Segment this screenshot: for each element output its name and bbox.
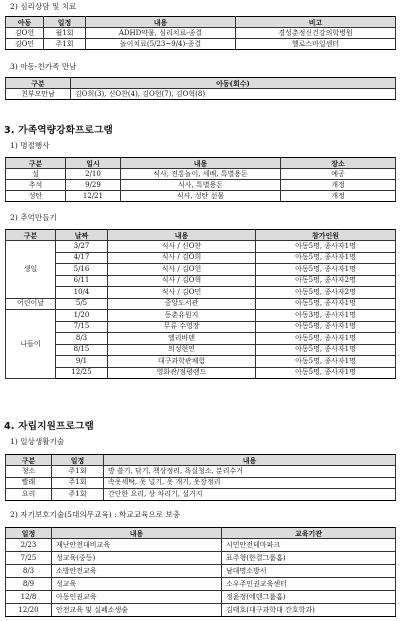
- cell: 4/17: [56, 252, 108, 264]
- table-row: [6, 275, 396, 287]
- cell: 성교육: [52, 578, 222, 591]
- table-row: [6, 552, 396, 565]
- table-row: [6, 28, 396, 39]
- col-header: 일정: [44, 17, 86, 28]
- table-row: [6, 169, 396, 180]
- col-header: 교육기관: [222, 528, 396, 539]
- cell: 남대명소방서: [222, 565, 396, 578]
- cell: 아동5명, 종사자1명: [256, 367, 396, 379]
- table-row: [6, 252, 396, 264]
- table-row: [6, 191, 396, 202]
- section-title-independence: 4. 자립지원프로그램: [4, 421, 95, 432]
- cell: 의성현연: [108, 344, 256, 356]
- table-row: [6, 466, 396, 478]
- col-header: 일시: [66, 158, 121, 169]
- cell: 주1회: [52, 466, 104, 478]
- cell: 식사, 성탄 선물: [121, 191, 281, 202]
- table-row: [6, 344, 396, 356]
- cell: 식사 / 김O희: [108, 252, 256, 264]
- cell: 1/20: [56, 310, 108, 322]
- col-header: 내용: [86, 17, 236, 28]
- cell: 월1회: [44, 28, 86, 39]
- cell: 소우주인권교육센터: [222, 578, 396, 591]
- cell: 김O희(3), 신O찬(4), 김O헌(7), 김O혁(8): [71, 89, 396, 100]
- group-label: 나들이: [6, 310, 56, 379]
- cell: 아동5명, 종사자1명: [256, 321, 396, 333]
- heading-counseling: 2) 심리상담 및 치료: [10, 2, 77, 11]
- col-header: 비고: [236, 17, 396, 28]
- cell: 아동인권교육: [52, 591, 222, 604]
- cell: 식사, 전통놀이, 세배, 특별용돈: [121, 169, 281, 180]
- cell: 아동5명, 종사자2명: [256, 275, 396, 287]
- cell: 청소: [6, 466, 52, 478]
- cell: 아동5명, 종사자1명: [256, 264, 396, 276]
- cell: 10/4: [56, 287, 108, 299]
- cell: 동춘유원지: [108, 310, 256, 322]
- cell: 헬로스마일센터: [236, 39, 396, 50]
- cell: 주1회: [52, 477, 104, 489]
- cell: 개정: [281, 191, 396, 202]
- cell: 시민안전테마파크: [222, 539, 396, 552]
- table-row: [6, 310, 396, 322]
- cell: 아동5명, 종사자2명: [256, 287, 396, 299]
- cell: 3/27: [56, 241, 108, 253]
- heading-holiday: 1) 명절행사: [10, 141, 50, 150]
- cell: 재난안전대비교육: [52, 539, 222, 552]
- family-meeting-table: [5, 77, 396, 100]
- col-header: 일정: [52, 455, 104, 466]
- cell: 식사 / 김O민: [108, 287, 256, 299]
- col-header: 구분: [6, 230, 56, 241]
- table-row: [6, 604, 396, 617]
- col-header: 참가인원: [256, 230, 396, 241]
- cell: 아동3명, 종사자1명: [256, 310, 396, 322]
- cell: 간단한 요리, 상 차리기, 설거지: [104, 489, 396, 501]
- daily-skills-table: [5, 454, 396, 501]
- cell: 김O헌: [6, 28, 44, 39]
- col-header: 구분: [6, 455, 52, 466]
- heading-daily-skills: 1) 일상생활기술: [10, 437, 65, 446]
- cell: ADHD약물, 심리치료-종결: [86, 28, 236, 39]
- cell: 방 쓸기, 닦기, 책상정리, 욕실청소, 분리수거: [104, 466, 396, 478]
- cell: 안전교육 및 실폐소생술: [52, 604, 222, 617]
- cell: 무류 수영장: [108, 321, 256, 333]
- cell: 속옷세탁, 옷 널기, 옷 개기, 옷장정리: [104, 477, 396, 489]
- cell: 7/25: [6, 552, 52, 565]
- heading-memories: 2) 추억만들기: [10, 213, 57, 222]
- table-row: [6, 241, 396, 253]
- cell: 식사 / 김O헌: [108, 264, 256, 276]
- table-row: [6, 298, 396, 310]
- cell: 표주형(한결그룹홈): [222, 552, 396, 565]
- table-row: [6, 287, 396, 299]
- cell: 8/3: [56, 333, 108, 345]
- heading-self-protection: 2) 자기보호기술(5대의무교육) : 학교교육으로 보충: [10, 510, 181, 519]
- col-header: 내용: [104, 455, 396, 466]
- cell: 아동5명, 종사자1명: [256, 344, 396, 356]
- cell: 아동5명, 종사자1명: [256, 241, 396, 253]
- group-label: 생일: [6, 241, 56, 299]
- cell: 6/11: [56, 275, 108, 287]
- heading-family-meeting: 3) 아동-친가족 만남: [10, 62, 77, 71]
- col-header: 내용: [52, 528, 222, 539]
- cell: 12/8: [6, 591, 52, 604]
- col-header: 장소: [281, 158, 396, 169]
- cell: 설: [6, 169, 66, 180]
- self-protection-table: [5, 527, 396, 617]
- table-row: [6, 180, 396, 191]
- table-row: [6, 565, 396, 578]
- cell: 9/1: [56, 356, 108, 368]
- col-header: 내용: [108, 230, 256, 241]
- cell: 예공: [281, 169, 396, 180]
- cell: 정윤정(에덴그룹홈): [222, 591, 396, 604]
- table-row: [6, 489, 396, 501]
- cell: 주1회: [52, 489, 104, 501]
- table-row: [6, 591, 396, 604]
- cell: 8/15: [56, 344, 108, 356]
- holiday-table: [5, 157, 396, 202]
- cell: 김O민: [6, 39, 44, 50]
- memories-table: [5, 229, 396, 379]
- cell: 식사 / 신O찬: [108, 241, 256, 253]
- cell: 성탄: [6, 191, 66, 202]
- cell: 주1회: [44, 39, 86, 50]
- cell: 12/21: [66, 191, 121, 202]
- cell: 엘리바덴: [108, 333, 256, 345]
- cell: 2/23: [6, 539, 52, 552]
- table-row: [6, 264, 396, 276]
- table-row: [6, 578, 396, 591]
- col-header: 아동: [6, 17, 44, 28]
- cell: 성교육(중등): [52, 552, 222, 565]
- table-row: [6, 333, 396, 345]
- cell: 경성춘정신건강의학병원: [236, 28, 396, 39]
- table-row: [6, 477, 396, 489]
- col-header: 구분: [6, 78, 71, 89]
- cell: 5/16: [56, 264, 108, 276]
- counseling-table: [5, 16, 396, 50]
- col-header: 내용: [121, 158, 281, 169]
- cell: 8/9: [6, 578, 52, 591]
- table-row: [6, 89, 396, 100]
- cell: 놀이치료(5/23~9/4)-종결: [86, 39, 236, 50]
- table-row: [6, 367, 396, 379]
- cell: 아동5명, 종사자1명: [256, 252, 396, 264]
- cell: 요리: [6, 489, 52, 501]
- col-header: 구분: [6, 158, 66, 169]
- cell: 빨래: [6, 477, 52, 489]
- cell: 5/5: [56, 298, 108, 310]
- cell: 8/3: [6, 565, 52, 578]
- section-title-family: 3. 가족역량강화프로그램: [4, 125, 113, 136]
- table-row: [6, 539, 396, 552]
- group-label: 어린이날: [6, 298, 56, 310]
- cell: 영화관/점평랜드: [108, 367, 256, 379]
- cell: 식사, 특별용돈: [121, 180, 281, 191]
- cell: 식사 / 김O혁: [108, 275, 256, 287]
- table-row: [6, 356, 396, 368]
- col-header: 일정: [6, 528, 52, 539]
- cell: 중앙도서관: [108, 298, 256, 310]
- cell: 7/15: [56, 321, 108, 333]
- cell: 개정: [281, 180, 396, 191]
- cell: 12/20: [6, 604, 52, 617]
- cell: 친부모만남: [6, 89, 71, 100]
- cell: 2/10: [66, 169, 121, 180]
- cell: 대구과학관체험: [108, 356, 256, 368]
- cell: 김태호(대구과학대 간호학과): [222, 604, 396, 617]
- cell: 9/29: [66, 180, 121, 191]
- table-row: [6, 39, 396, 50]
- cell: 12/25: [56, 367, 108, 379]
- cell: 소방안전교육: [52, 565, 222, 578]
- cell: 추석: [6, 180, 66, 191]
- cell: 아동5명, 종사자1명: [256, 298, 396, 310]
- col-header: 날짜: [56, 230, 108, 241]
- cell: 아동5명, 종사자1명: [256, 356, 396, 368]
- col-header: 아동(회수): [71, 78, 396, 89]
- cell: 아동5명, 종사자1명: [256, 333, 396, 345]
- table-row: [6, 321, 396, 333]
